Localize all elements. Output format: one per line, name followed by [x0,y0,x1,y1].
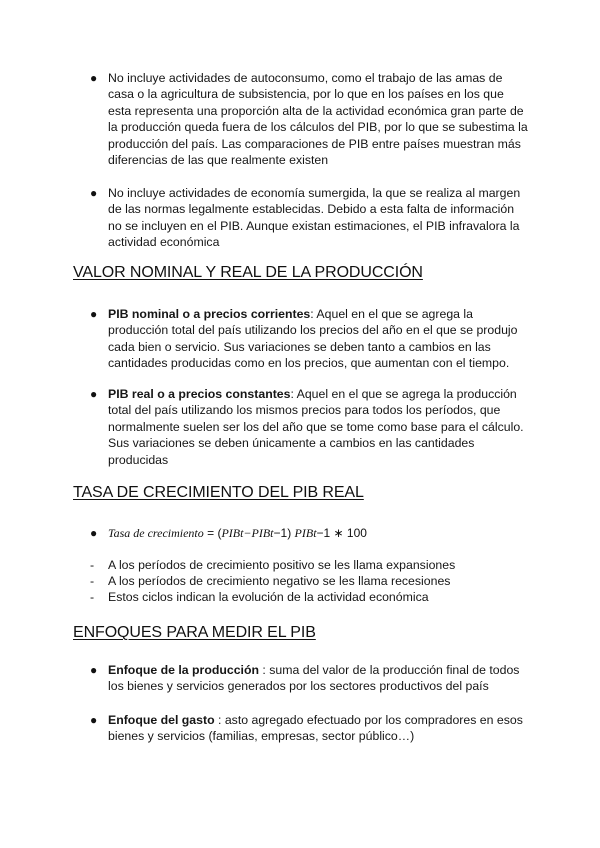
bullet-marker: ● [90,663,98,677]
bullet-marker: ● [90,71,98,85]
dash-marker: - [90,558,95,572]
dash-marker: - [90,574,95,588]
list-item-pib-nominal [108,306,528,372]
formula-eq: = ( [203,526,222,540]
section-heading-tasa-crecimiento: TASA DE CRECIMIENTO DEL PIB REAL [73,484,364,501]
formula-tail: −1 ∗ 100 [316,526,367,540]
bullet-marker: ● [90,186,98,200]
section-heading-valor-nominal-real: VALOR NOMINAL Y REAL DE LA PRODUCCIÓN [73,264,423,281]
bullet-marker: ● [90,387,98,401]
term-enfoque-produccion: Enfoque de la producción [108,663,259,677]
dash-item: A los períodos de crecimiento negativo se les llama recesiones [108,574,451,588]
dash-item: Estos ciclos indican la evolución de la actividad económica [108,590,429,604]
section-heading-enfoques: ENFOQUES PARA MEDIR EL PIB [73,624,316,641]
bullet-marker: ● [90,526,98,540]
bullet-marker: ● [90,713,98,727]
dash-item: A los períodos de crecimiento positivo se les llama expansiones [108,558,456,572]
definition-text: : Aquel en el que se agrega la producción total del país utilizando los precios del año en el que se produjo cada bien o servicio. Sus variaciones se deben tanto a cambios en las cantidades producidas como en los precios, que aumentan con el tiempo. [108,307,518,371]
term-pib-nominal: PIB nominal o a precios corrientes [108,307,311,321]
formula-mid: −1) [273,526,295,540]
bullet-marker: ● [90,307,98,321]
growth-rate-formula [108,525,367,541]
definition-text: : Aquel en el que se agrega la producción total del país utilizando los mismos precios para todos los períodos, que normalmente suelen ser los del año que se tome como base para el cálculo. Sus variaciones se deben únicamente a cambios en las cantidades producidas [108,387,524,467]
formula-numerator: PIBt−PIBt [221,526,274,540]
definition-text: : asto agregado efectuado por los compradores en esos bienes y servicios (familias, empresas, sector público…) [108,713,523,744]
formula-lhs: Tasa de crecimiento [108,526,204,540]
list-item: No incluye actividades de economía sumergida, la que se realiza al margen de las normas legalmente establecidas. Debido a esta falta de información no se incluyen en el PIB. Aunque existan estimaciones, el PIB infravalora la actividad económica [108,186,521,250]
dash-marker: - [90,590,95,604]
term-pib-real: PIB real o a precios constantes [108,387,291,401]
formula-denominator: PIBt [294,526,317,540]
list-item: No incluye actividades de autoconsumo, como el trabajo de las amas de casa o la agricultura de subsistencia, por lo que en los países en los que esta representa una proporción alta de la actividad económica gran parte de la producción queda fuera de los cálculos del PIB, por lo que se subestima la producción del país. Las comparaciones de PIB entre países muestran más diferencias de las que realmente existen [108,71,528,168]
definition-text: : suma del valor de la producción final de todos los bienes y servicios generados por los sectores productivos del país [108,663,520,694]
list-item-pib-real [108,386,528,468]
list-item-enfoque-gasto [108,712,528,745]
list-item-enfoque-produccion [108,662,528,695]
term-enfoque-gasto: Enfoque del gasto [108,713,215,727]
